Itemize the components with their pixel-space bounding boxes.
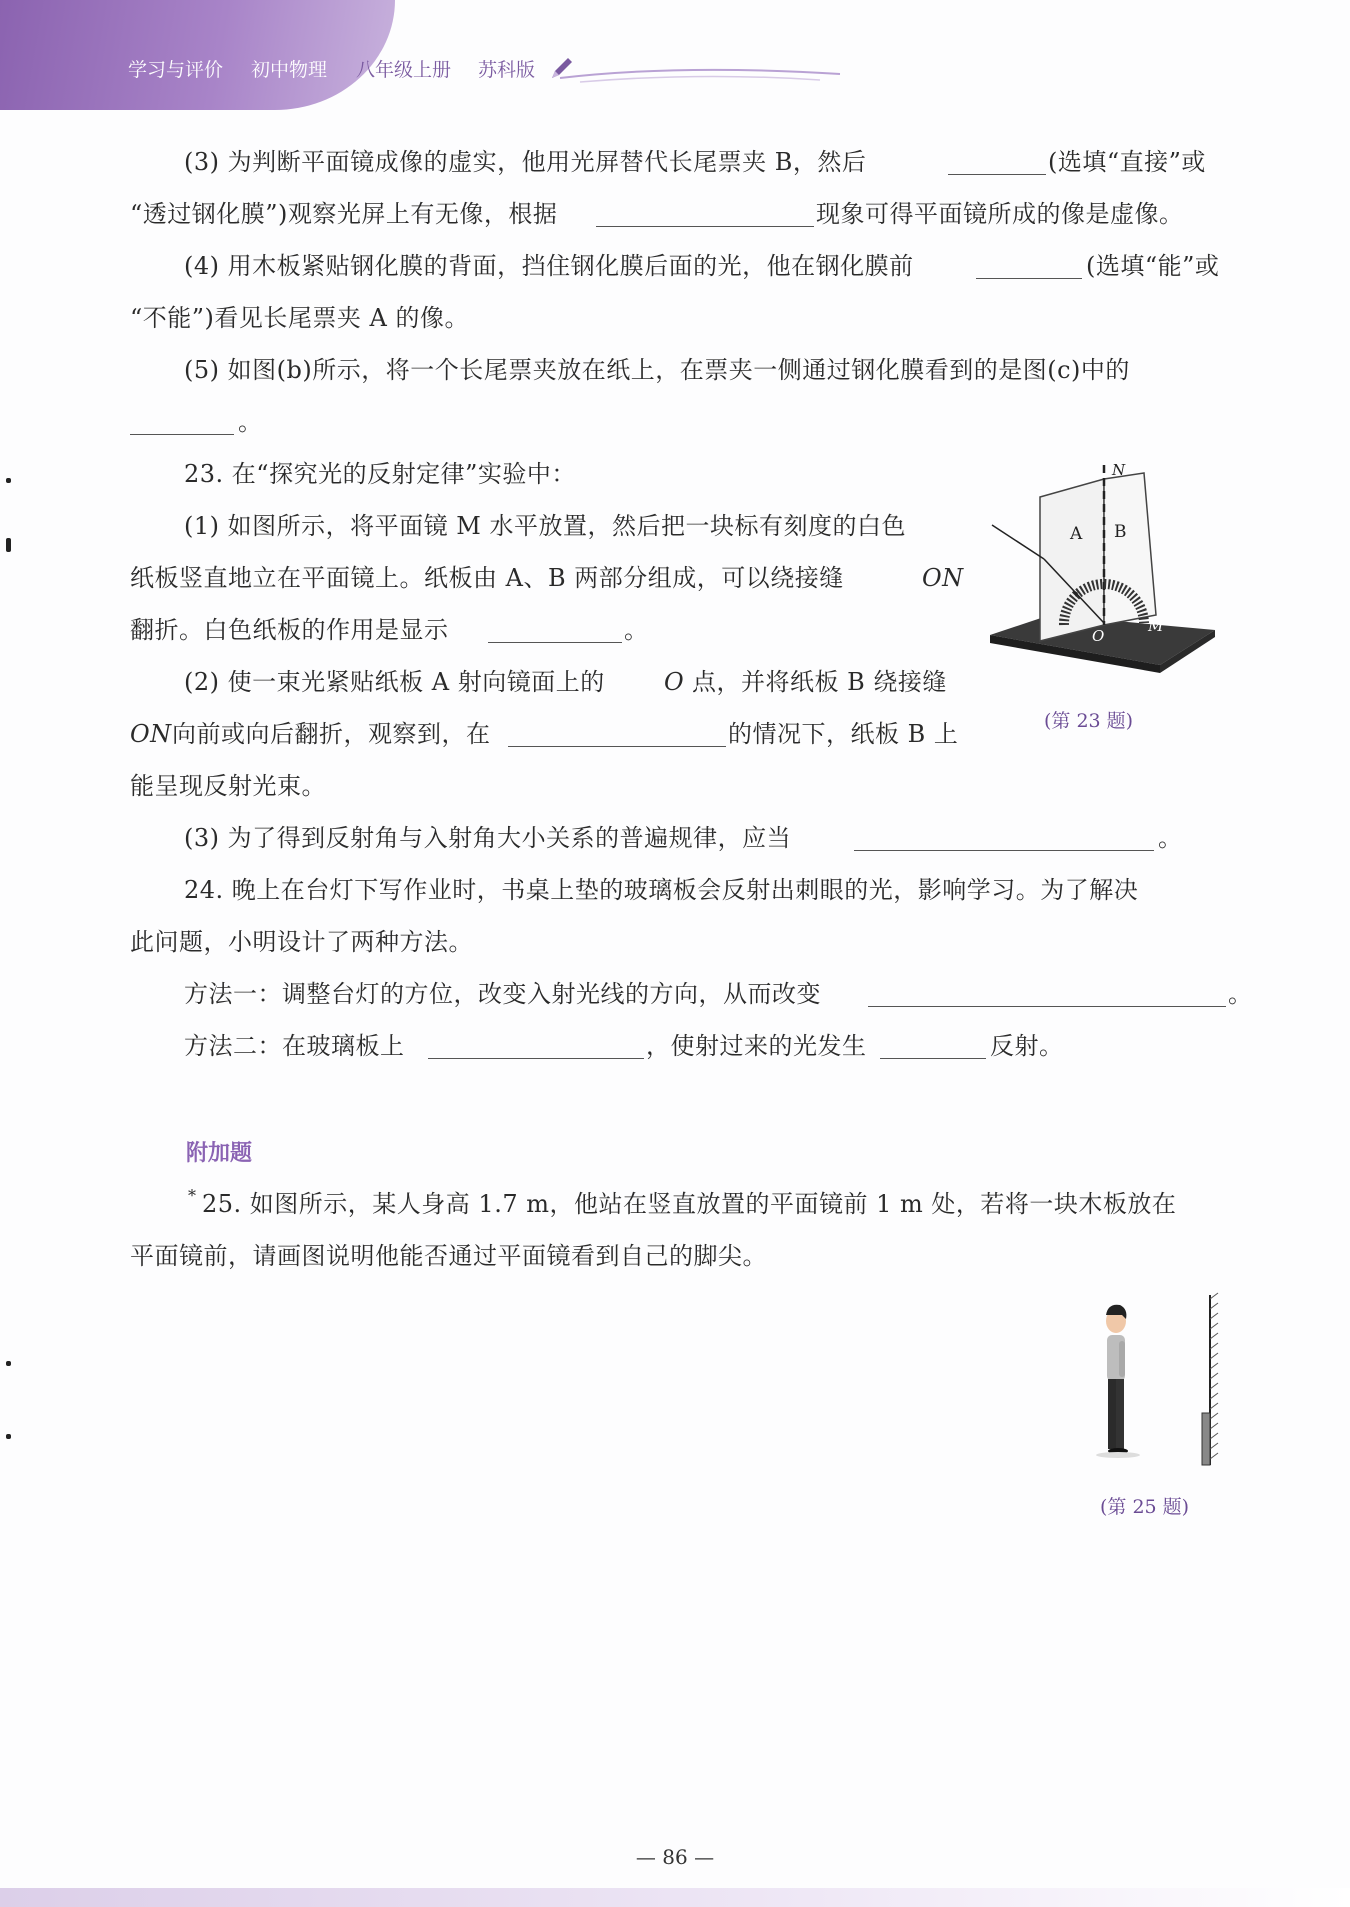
- answer-blank[interactable]: [488, 614, 622, 643]
- q23-title-text: 23. 在“探究光的反射定律”实验中：: [184, 460, 576, 488]
- q23-part1-text2: 纸板竖直地立在平面镜上。纸板由 A、B 两部分组成，可以绕接缝: [130, 564, 844, 592]
- person-leg-right: [1116, 1379, 1124, 1449]
- figure-23-reflection-apparatus: [980, 455, 1230, 690]
- header-grade: 八年级上册: [356, 59, 452, 81]
- q24-method1-end: 。: [1228, 980, 1253, 1008]
- figure-25-caption: (第 25 题): [1100, 1496, 1190, 1518]
- label-b: B: [1114, 522, 1127, 542]
- wooden-board: [1202, 1413, 1210, 1465]
- label-m: M: [1148, 617, 1164, 635]
- q23-part2-text2: 向前或向后翻折，观察到，在: [172, 720, 491, 748]
- scan-mark: [6, 478, 11, 483]
- incident-ray-outside: [992, 525, 1044, 559]
- answer-blank[interactable]: [508, 718, 726, 747]
- q24-text: 24. 晚上在台灯下写作业时，书桌上垫的玻璃板会反射出刺眼的光，影响学习。为了解决: [184, 876, 1139, 904]
- header-book: 学习与评价: [128, 59, 224, 81]
- q23-label-o: O: [664, 668, 685, 696]
- q23-part3-end: 。: [1158, 824, 1183, 852]
- q23-part2-text: (2) 使一束光紧贴纸板 A 射向镜面上的: [184, 668, 605, 696]
- header-subject: 初中物理: [251, 59, 328, 81]
- person-arm: [1119, 1341, 1125, 1377]
- q25-star: *: [188, 1186, 197, 1205]
- q22-part3-text: (3) 为判断平面镜成像的虚实，他用光屏替代长尾票夹 B，然后: [184, 148, 867, 176]
- q25-text2: 平面镜前，请画图说明他能否通过平面镜看到自己的脚尖。: [130, 1242, 767, 1270]
- q22-part3-text3: 现象可得平面镜所成的像是虚像。: [816, 200, 1184, 228]
- q24-method2-text3: 反射。: [990, 1032, 1064, 1060]
- q24-method1-text: 方法一：调整台灯的方位，改变入射光线的方向，从而改变: [184, 980, 821, 1008]
- label-o: O: [1092, 627, 1105, 645]
- q22-part4-hint: (选填“能”或: [1086, 252, 1220, 280]
- answer-blank[interactable]: [130, 406, 234, 435]
- person-leg-left: [1108, 1379, 1116, 1449]
- section-title-extra: 附加题: [186, 1141, 253, 1166]
- answer-blank[interactable]: [428, 1030, 644, 1059]
- q23-part1-text: (1) 如图所示，将平面镜 M 水平放置，然后把一块标有刻度的白色: [184, 512, 906, 540]
- answer-blank[interactable]: [868, 978, 1226, 1007]
- footer-band: [0, 1888, 1350, 1907]
- scan-mark: [6, 1434, 11, 1439]
- q23-label-on: ON: [922, 564, 964, 592]
- scan-mark: [6, 1361, 11, 1366]
- q23-part2-text4: 能呈现反射光束。: [130, 772, 326, 800]
- answer-blank[interactable]: [948, 146, 1046, 175]
- q22-part4-text: (4) 用木板紧贴钢化膜的背面，挡住钢化膜后面的光，他在钢化膜前: [184, 252, 914, 280]
- q23-part1-text3: 翻折。白色纸板的作用是显示: [130, 616, 449, 644]
- q22-part3-text2: “透过钢化膜”)观察光屏上有无像，根据: [130, 200, 558, 228]
- board-a: [1040, 479, 1104, 641]
- answer-blank[interactable]: [596, 198, 814, 227]
- figure-25-person-mirror: [1080, 1285, 1230, 1475]
- answer-blank[interactable]: [854, 822, 1154, 851]
- q24-text2: 此问题，小明设计了两种方法。: [130, 928, 473, 956]
- q22-part3-hint: (选填“直接”或: [1048, 148, 1206, 176]
- page-number: — 86 —: [635, 1845, 715, 1869]
- q23-label-on2: ON: [130, 720, 172, 748]
- label-n: N: [1112, 461, 1126, 479]
- q24-method2-text: 方法二：在玻璃板上: [184, 1032, 405, 1060]
- label-a: A: [1070, 524, 1083, 544]
- figure-23-caption: (第 23 题): [1044, 710, 1134, 732]
- mirror-hatching: [1210, 1293, 1218, 1459]
- board-b: [1104, 473, 1156, 625]
- q23-part2-text3: 的情况下，纸板 B 上: [728, 720, 959, 748]
- answer-blank[interactable]: [976, 250, 1082, 279]
- q25-text: 25. 如图所示，某人身高 1.7 m，他站在竖直放置的平面镜前 1 m 处，若将一块木板放在: [202, 1190, 1177, 1218]
- q22-part5-text: (5) 如图(b)所示，将一个长尾票夹放在纸上，在票夹一侧通过钢化膜看到的是图(c)中的: [184, 356, 1130, 384]
- q23-part3-text: (3) 为了得到反射角与入射角大小关系的普遍规律，应当: [184, 824, 792, 852]
- q23-part1-end: 。: [624, 616, 649, 644]
- scan-mark: [6, 538, 11, 552]
- q23-part2-text-b: 点，并将纸板 B 绕接缝: [692, 668, 947, 696]
- person-shadow: [1096, 1452, 1140, 1458]
- pencil-icon: [548, 54, 576, 82]
- q22-part5-end: 。: [238, 408, 263, 436]
- header-edition: 苏科版: [478, 59, 536, 81]
- q24-method2-text2: ，使射过来的光发生: [646, 1032, 867, 1060]
- answer-blank[interactable]: [880, 1030, 986, 1059]
- q22-part4-text2: “不能”)看见长尾票夹 A 的像。: [130, 304, 469, 332]
